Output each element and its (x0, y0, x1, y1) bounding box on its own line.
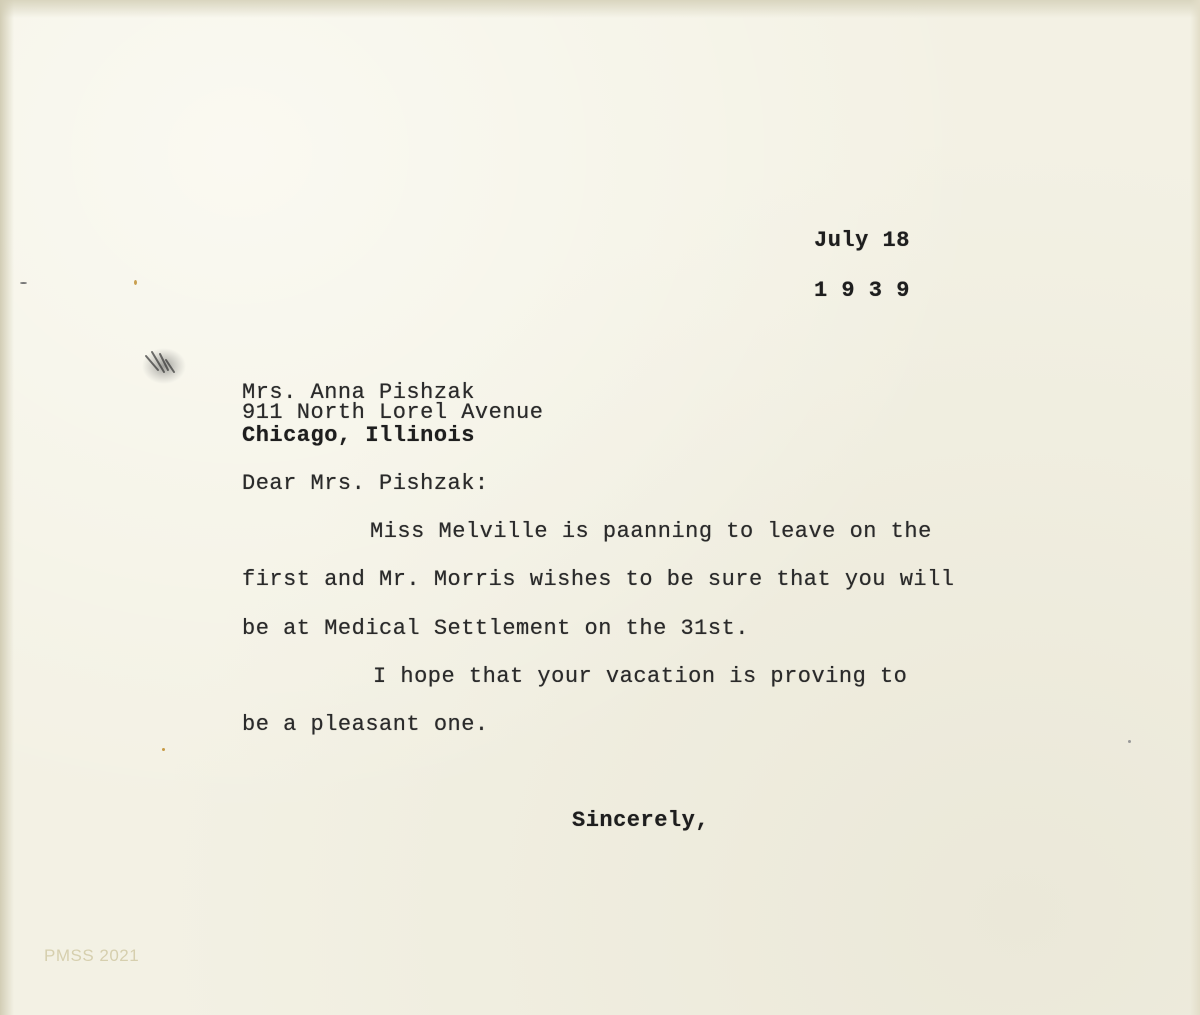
salutation: Dear Mrs. Pishzak: (242, 471, 489, 496)
paper-speck (20, 282, 27, 284)
addressee-name: Mrs. Anna Pishzak (242, 380, 475, 405)
addressee-city: Chicago, Illinois (242, 423, 475, 448)
paper-right-edge (1190, 0, 1200, 1015)
archive-watermark: PMSS 2021 (44, 946, 140, 965)
addressee-street: 911 North Lorel Avenue (242, 400, 544, 425)
date-month-day: July 18 (814, 228, 910, 253)
body-line-1: Miss Melville is paanning to leave on the (370, 519, 932, 544)
paper-speck (162, 748, 165, 751)
ink-smudge-mark (138, 342, 188, 388)
paper-speck (1128, 740, 1131, 743)
body-line-4: I hope that your vacation is proving to (373, 664, 908, 689)
body-line-5: be a pleasant one. (242, 712, 489, 737)
closing: Sincerely, (572, 808, 710, 833)
paper-top-edge (0, 0, 1200, 18)
paper-left-edge (0, 0, 14, 1015)
body-line-2: first and Mr. Morris wishes to be sure that you will (242, 567, 955, 592)
body-line-3: be at Medical Settlement on the 31st. (242, 616, 749, 641)
paper-speck (134, 280, 137, 285)
date-year: 1 9 3 9 (814, 278, 910, 303)
